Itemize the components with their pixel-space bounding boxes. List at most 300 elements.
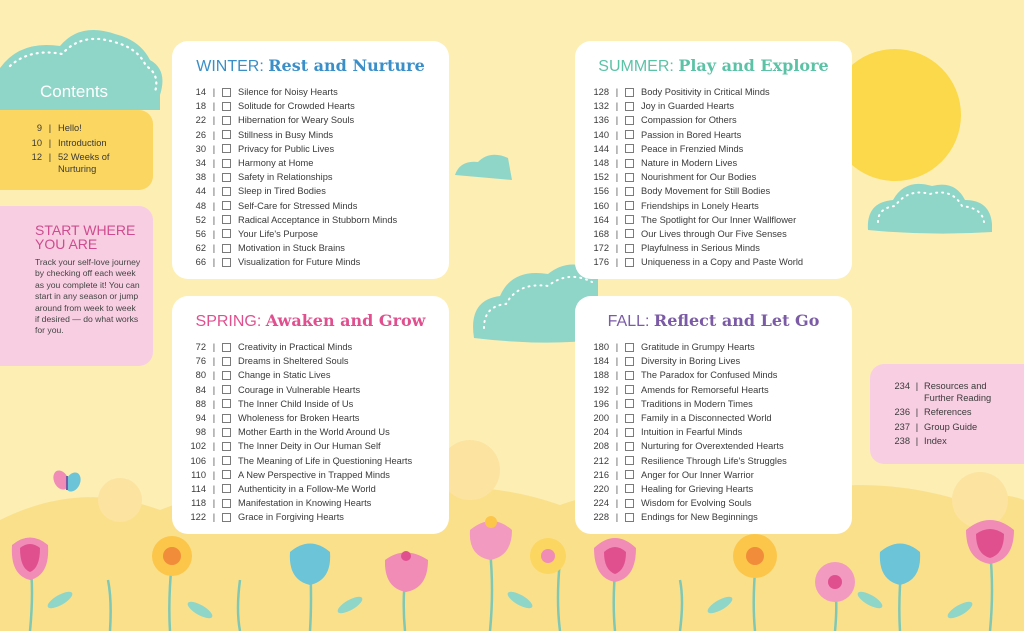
divider: |	[615, 512, 619, 523]
entry-title: Radical Acceptance in Stubborn Minds	[238, 214, 398, 225]
entry-title: The Inner Child Inside of Us	[238, 398, 354, 409]
page-number: 80	[195, 370, 206, 381]
week-checkbox[interactable]	[625, 159, 634, 168]
divider: |	[615, 101, 619, 112]
entry-title: Passion in Bored Hearts	[641, 129, 742, 140]
checklist-item[interactable]	[575, 184, 852, 198]
week-checkbox[interactable]	[222, 484, 231, 493]
page-number: 238	[894, 436, 910, 446]
page-number: 234	[894, 381, 910, 391]
divider: |	[915, 436, 919, 446]
divider: |	[212, 101, 216, 112]
divider: |	[615, 214, 619, 225]
entry-title: Your Life's Purpose	[238, 228, 318, 239]
season-name: WINTER:	[196, 58, 264, 75]
page-number: 38	[195, 172, 206, 183]
divider: |	[212, 498, 216, 509]
divider: |	[212, 186, 216, 197]
divider: |	[615, 115, 619, 126]
checklist-item[interactable]	[172, 468, 449, 482]
week-checkbox[interactable]	[625, 116, 634, 125]
page-number: 72	[195, 342, 206, 353]
checklist-item[interactable]	[575, 496, 852, 510]
contents-item[interactable]	[14, 123, 153, 135]
page-number: 148	[593, 158, 609, 169]
week-checkbox[interactable]	[222, 88, 231, 97]
checklist-item[interactable]	[172, 156, 449, 170]
checklist-item[interactable]	[575, 142, 852, 156]
page-number: 98	[195, 427, 206, 438]
entry-title: Stillness in Busy Minds	[238, 129, 334, 140]
page-number: 102	[190, 441, 206, 452]
week-checkbox[interactable]	[222, 414, 231, 423]
week-checkbox[interactable]	[625, 499, 634, 508]
page-number: 216	[593, 469, 609, 480]
page-number: 196	[593, 398, 609, 409]
checklist-item[interactable]	[575, 439, 852, 453]
week-checkbox[interactable]	[625, 229, 634, 238]
week-checkbox[interactable]	[625, 428, 634, 437]
divider: |	[615, 356, 619, 367]
week-checkbox[interactable]	[625, 385, 634, 394]
checklist-item[interactable]	[575, 368, 852, 382]
page-number: 22	[195, 115, 206, 126]
divider: |	[615, 172, 619, 183]
season-theme: Reflect and Let Go	[653, 311, 820, 330]
checklist-item[interactable]	[172, 227, 449, 241]
week-checkbox[interactable]	[222, 371, 231, 380]
page-number: 56	[195, 228, 206, 239]
divider: |	[615, 257, 619, 268]
divider: |	[615, 469, 619, 480]
checklist-item[interactable]	[172, 213, 449, 227]
checklist-item[interactable]	[575, 454, 852, 468]
checklist-item[interactable]	[172, 383, 449, 397]
divider: |	[615, 498, 619, 509]
winter-card	[172, 41, 449, 279]
entry-title: Sleep in Tired Bodies	[238, 186, 326, 197]
season-name: SPRING:	[195, 313, 262, 330]
week-checkbox[interactable]	[222, 428, 231, 437]
week-checkbox[interactable]	[625, 173, 634, 182]
week-checkbox[interactable]	[625, 258, 634, 267]
page-number: 88	[195, 398, 206, 409]
week-checkbox[interactable]	[625, 442, 634, 451]
checklist-item[interactable]	[172, 496, 449, 510]
page-number: 224	[593, 498, 609, 509]
back-matter-panel	[870, 364, 1024, 464]
checklist-item[interactable]	[172, 411, 449, 425]
divider: |	[212, 455, 216, 466]
divider: |	[615, 441, 619, 452]
divider: |	[615, 158, 619, 169]
start-here-title: START WHERE YOU ARE	[35, 222, 136, 252]
page-number: 176	[593, 257, 609, 268]
entry-title: 52 Weeks of Nurturing	[58, 152, 110, 174]
checklist-item[interactable]	[575, 255, 852, 269]
checklist-item[interactable]	[575, 113, 852, 127]
week-checkbox[interactable]	[222, 159, 231, 168]
week-checkbox[interactable]	[625, 470, 634, 479]
week-checkbox[interactable]	[625, 88, 634, 97]
week-checkbox[interactable]	[625, 484, 634, 493]
divider: |	[212, 129, 216, 140]
divider: |	[212, 257, 216, 268]
checklist-item[interactable]	[172, 142, 449, 156]
spring-heading	[172, 312, 449, 331]
week-checkbox[interactable]	[222, 399, 231, 408]
week-checkbox[interactable]	[222, 102, 231, 111]
week-checkbox[interactable]	[625, 144, 634, 153]
entry-title: Dreams in Sheltered Souls	[238, 356, 349, 367]
page-number: 168	[593, 228, 609, 239]
divider: |	[212, 158, 216, 169]
page-number: 188	[593, 370, 609, 381]
divider: |	[48, 123, 52, 133]
checklist-item[interactable]	[172, 482, 449, 496]
divider: |	[615, 186, 619, 197]
divider: |	[212, 512, 216, 523]
divider: |	[615, 342, 619, 353]
page-number: 236	[894, 407, 910, 417]
checklist-item[interactable]	[172, 113, 449, 127]
entry-title: The Spotlight for Our Inner Wallflower	[641, 214, 797, 225]
checklist-item[interactable]	[172, 199, 449, 213]
back-matter-item[interactable]	[870, 436, 1024, 448]
checklist-item[interactable]	[575, 425, 852, 439]
entry-title: Endings for New Beginnings	[641, 512, 758, 523]
week-checkbox[interactable]	[222, 343, 231, 352]
contents-item[interactable]	[14, 152, 153, 175]
week-checkbox[interactable]	[222, 385, 231, 394]
divider: |	[212, 143, 216, 154]
page-number: 34	[195, 158, 206, 169]
page-number: 14	[195, 87, 206, 98]
checklist-item[interactable]	[575, 482, 852, 496]
entry-title: Self-Care for Stressed Minds	[238, 200, 358, 211]
season-name: SUMMER:	[598, 58, 674, 75]
page-number: 114	[191, 483, 206, 494]
meadow	[0, 440, 1024, 631]
spring-card	[172, 296, 449, 534]
checklist-item[interactable]	[575, 170, 852, 184]
checklist-item[interactable]	[172, 354, 449, 368]
divider: |	[615, 483, 619, 494]
week-checkbox[interactable]	[625, 414, 634, 423]
page-number: 160	[593, 200, 609, 211]
entry-title: A New Perspective in Trapped Minds	[238, 469, 390, 480]
entry-title: Courage in Vulnerable Hearts	[238, 384, 361, 395]
week-checkbox[interactable]	[222, 357, 231, 366]
entry-title: Healing for Grieving Hearts	[641, 483, 754, 494]
page-number: 94	[195, 413, 206, 424]
checklist-item[interactable]	[172, 128, 449, 142]
divider: |	[212, 398, 216, 409]
back-matter-item[interactable]	[870, 407, 1024, 419]
page-number: 156	[593, 186, 609, 197]
week-checkbox[interactable]	[625, 102, 634, 111]
checklist-item[interactable]	[575, 411, 852, 425]
divider: |	[212, 243, 216, 254]
divider: |	[615, 384, 619, 395]
entry-title: Joy in Guarded Hearts	[641, 101, 735, 112]
fall-heading	[575, 312, 852, 331]
page-number: 172	[593, 243, 609, 254]
week-checkbox[interactable]	[222, 513, 231, 522]
entry-title: Manifestation in Knowing Hearts	[238, 498, 372, 509]
divider: |	[212, 356, 216, 367]
entry-title: Motivation in Stuck Brains	[238, 243, 345, 254]
season-theme: Play and Explore	[678, 56, 829, 75]
week-checkbox[interactable]	[222, 130, 231, 139]
entry-title: The Paradox for Confused Minds	[641, 370, 778, 381]
entry-title: Playfulness in Serious Minds	[641, 243, 760, 254]
entry-title: Anger for Our Inner Warrior	[641, 469, 754, 480]
page-number: 84	[195, 384, 206, 395]
page-number: 62	[195, 243, 206, 254]
week-checkbox[interactable]	[222, 144, 231, 153]
entry-title: Gratitude in Grumpy Hearts	[641, 342, 755, 353]
checklist-item[interactable]	[575, 128, 852, 142]
week-checkbox[interactable]	[222, 456, 231, 465]
checklist-item[interactable]	[575, 468, 852, 482]
page-number: 164	[593, 214, 609, 225]
entry-title: Diversity in Boring Lives	[641, 356, 741, 367]
week-checkbox[interactable]	[222, 173, 231, 182]
entry-title: Nature in Modern Lives	[641, 158, 738, 169]
checklist-item[interactable]	[172, 454, 449, 468]
checklist-item[interactable]	[575, 99, 852, 113]
flower-icon	[733, 534, 777, 578]
divider: |	[615, 398, 619, 409]
week-checkbox[interactable]	[222, 470, 231, 479]
entry-title: Introduction	[58, 137, 107, 148]
page-number: 18	[195, 101, 206, 112]
checklist-item[interactable]	[575, 383, 852, 397]
entry-title: Amends for Remorseful Hearts	[641, 384, 769, 395]
week-checkbox[interactable]	[222, 442, 231, 451]
entry-title: Uniqueness in a Copy and Paste World	[641, 257, 804, 268]
divider: |	[915, 407, 919, 417]
winter-heading	[172, 57, 449, 76]
divider: |	[212, 214, 216, 225]
page-number: 204	[593, 427, 609, 438]
entry-title: Family in a Disconnected World	[641, 413, 772, 424]
page-number: 140	[593, 129, 609, 140]
page-number: 228	[593, 512, 609, 523]
week-checkbox[interactable]	[625, 343, 634, 352]
divider: |	[212, 200, 216, 211]
divider: |	[615, 455, 619, 466]
entry-title: Our Lives through Our Five Senses	[641, 228, 787, 239]
checklist-item[interactable]	[575, 227, 852, 241]
start-here-panel	[0, 206, 153, 366]
divider: |	[48, 152, 52, 162]
page-number: 136	[593, 115, 609, 126]
page-number: 144	[593, 143, 609, 154]
divider: |	[212, 342, 216, 353]
page-number: 192	[593, 384, 609, 395]
entry-title: Mother Earth in the World Around Us	[238, 427, 390, 438]
start-here-text: Track your self-love journey by checking off each week as you complete it! You can start in any season or jump around from week to week if desired — do what works for you.	[35, 257, 141, 336]
entry-title: Nourishment for Our Bodies	[641, 172, 757, 183]
week-checkbox[interactable]	[222, 229, 231, 238]
divider: |	[615, 427, 619, 438]
entry-title: Visualization for Future Minds	[238, 257, 361, 268]
checklist-item[interactable]	[172, 368, 449, 382]
divider: |	[615, 370, 619, 381]
checklist-item[interactable]	[172, 99, 449, 113]
week-checkbox[interactable]	[625, 399, 634, 408]
week-checkbox[interactable]	[625, 244, 634, 253]
page-number: 52	[195, 214, 206, 225]
checklist-item[interactable]	[172, 340, 449, 354]
checklist-item[interactable]	[172, 241, 449, 255]
checklist-item[interactable]	[575, 85, 852, 99]
entry-title: Authenticity in a Follow-Me World	[238, 483, 376, 494]
summer-heading	[575, 57, 852, 76]
entry-title: Grace in Forgiving Hearts	[238, 512, 344, 523]
checklist-item[interactable]	[172, 425, 449, 439]
divider: |	[615, 200, 619, 211]
entry-title: Solitude for Crowded Hearts	[238, 101, 355, 112]
week-checkbox[interactable]	[625, 513, 634, 522]
checklist-item[interactable]	[575, 397, 852, 411]
entry-title: Friendships in Lonely Hearts	[641, 200, 759, 211]
divider: |	[212, 228, 216, 239]
week-checkbox[interactable]	[222, 499, 231, 508]
page-number: 200	[593, 413, 609, 424]
week-checkbox[interactable]	[222, 201, 231, 210]
page-number: 122	[190, 512, 206, 523]
divider: |	[212, 413, 216, 424]
entry-title: Traditions in Modern Times	[641, 398, 753, 409]
divider: |	[615, 87, 619, 98]
entry-title: Hibernation for Weary Souls	[238, 115, 355, 126]
page-number: 220	[593, 483, 609, 494]
divider: |	[212, 469, 216, 480]
entry-title: Creativity in Practical Minds	[238, 342, 353, 353]
entry-title: Wholeness for Broken Hearts	[238, 413, 360, 424]
page-number: 10	[31, 137, 42, 148]
checklist-item[interactable]	[172, 255, 449, 269]
flower-icon	[530, 538, 566, 574]
divider: |	[212, 384, 216, 395]
entry-title: The Meaning of Life in Questioning Hearts	[238, 455, 413, 466]
entry-title: Index	[924, 436, 947, 446]
butterfly-icon	[50, 468, 83, 494]
page-number: 152	[593, 172, 609, 183]
entry-title: Body Movement for Still Bodies	[641, 186, 771, 197]
divider: |	[48, 137, 52, 148]
week-checkbox[interactable]	[625, 215, 634, 224]
week-checkbox[interactable]	[625, 456, 634, 465]
checklist-item[interactable]	[172, 170, 449, 184]
week-checkbox[interactable]	[625, 201, 634, 210]
page-number: 44	[195, 186, 206, 197]
checklist-item[interactable]	[172, 510, 449, 524]
checklist-item[interactable]	[172, 184, 449, 198]
page-number: 106	[190, 455, 206, 466]
checklist-item[interactable]	[172, 439, 449, 453]
entry-title: Group Guide	[924, 421, 978, 432]
divider: |	[212, 483, 216, 494]
page-number: 237	[894, 421, 910, 432]
week-checkbox[interactable]	[222, 244, 231, 253]
checklist-item[interactable]	[575, 199, 852, 213]
week-checkbox[interactable]	[222, 215, 231, 224]
page-number: 30	[195, 143, 206, 154]
entry-title: Body Positivity in Critical Minds	[641, 87, 770, 98]
week-checkbox[interactable]	[625, 357, 634, 366]
page-number: 26	[195, 129, 206, 140]
back-matter-item[interactable]	[870, 422, 1024, 434]
entry-title: The Inner Deity in Our Human Self	[238, 441, 381, 452]
fall-card	[575, 296, 852, 534]
contents-title: Contents	[40, 82, 109, 101]
entry-title: Peace in Frenzied Minds	[641, 143, 744, 154]
divider: |	[212, 441, 216, 452]
page-number: 128	[593, 87, 609, 98]
week-checkbox[interactable]	[625, 371, 634, 380]
entry-title: Compassion for Others	[641, 115, 737, 126]
divider: |	[212, 87, 216, 98]
entry-title: Harmony at Home	[238, 158, 314, 169]
checklist-item[interactable]	[575, 354, 852, 368]
flower-icon	[815, 562, 855, 602]
checklist-item[interactable]	[575, 241, 852, 255]
divider: |	[212, 370, 216, 381]
checklist-item[interactable]	[172, 397, 449, 411]
page-number: 212	[593, 455, 609, 466]
week-checkbox[interactable]	[222, 187, 231, 196]
page-number: 184	[593, 356, 609, 367]
page-number: 118	[191, 498, 206, 509]
divider: |	[615, 143, 619, 154]
checklist-item[interactable]	[172, 85, 449, 99]
checklist-item[interactable]	[575, 156, 852, 170]
divider: |	[212, 172, 216, 183]
contents-panel	[0, 110, 153, 190]
checklist-item[interactable]	[575, 340, 852, 354]
page-number: 9	[36, 123, 42, 133]
divider: |	[615, 129, 619, 140]
checklist-item[interactable]	[575, 510, 852, 524]
entry-title: Change in Static Lives	[238, 370, 331, 381]
season-theme: Rest and Nurture	[268, 56, 425, 75]
week-checkbox[interactable]	[625, 130, 634, 139]
week-checkbox[interactable]	[625, 187, 634, 196]
page-number: 110	[191, 469, 206, 480]
entry-title: Nurturing for Overextended Hearts	[641, 441, 784, 452]
contents-item[interactable]	[14, 138, 153, 150]
week-checkbox[interactable]	[222, 116, 231, 125]
back-matter-item[interactable]	[870, 381, 1024, 404]
divider: |	[615, 243, 619, 254]
season-name: FALL:	[607, 313, 650, 330]
week-checkbox[interactable]	[222, 258, 231, 267]
entry-title: Intuition in Fearful Minds	[641, 427, 743, 438]
page-number: 180	[593, 342, 609, 353]
divider: |	[212, 427, 216, 438]
divider: |	[915, 381, 919, 391]
page-number: 132	[593, 101, 609, 112]
entry-title: Wisdom for Evolving Souls	[641, 498, 752, 509]
checklist-item[interactable]	[575, 213, 852, 227]
entry-title: Resources and Further Reading	[924, 381, 992, 403]
page-number: 48	[195, 200, 206, 211]
page-number: 12	[31, 152, 42, 162]
